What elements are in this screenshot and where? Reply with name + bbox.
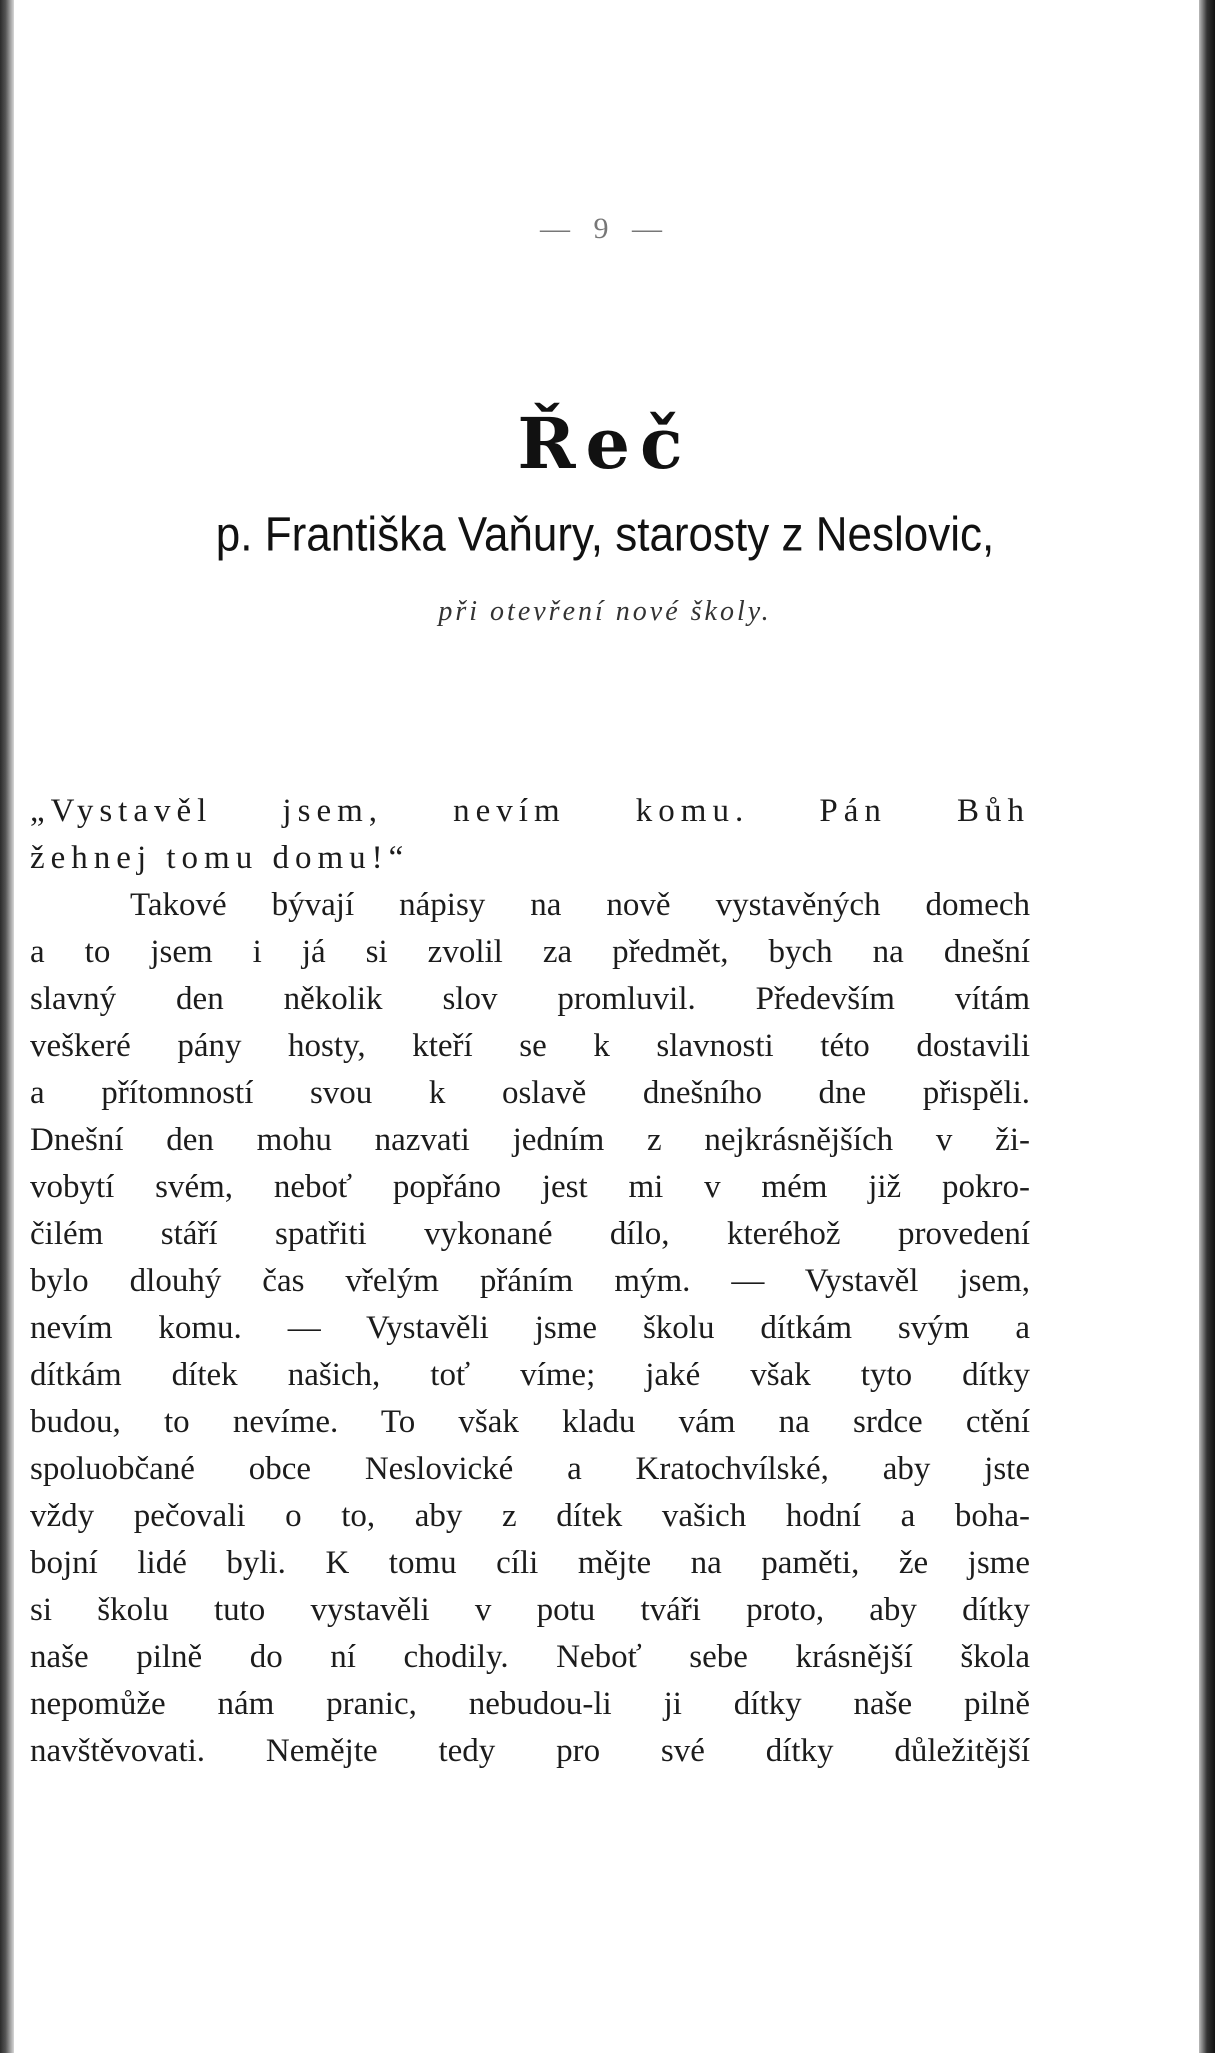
text-line: Dnešní den mohu nazvati jedním z nejkrásnějších v ži- [30, 1122, 1030, 1158]
speech-body [30, 788, 1030, 1775]
text-line: slavný den několik slov promluvil. Především vítám [30, 981, 1030, 1017]
scan-edge-right [1199, 0, 1215, 2053]
book-page [30, 0, 1180, 2053]
text-line: a to jsem i já si zvolil za předmět, bych na dnešní [30, 934, 1030, 970]
text-line: naše pilně do ní chodily. Neboť sebe krásnější škola [30, 1639, 1030, 1675]
text-line: nepomůže nám pranic, nebudou-li ji dítky naše pilně [30, 1686, 1030, 1722]
text-line: spoluobčané obce Neslovické a Kratochvílské, aby jste [30, 1451, 1030, 1487]
text-line: čilém stáří spatřiti vykonané dílo, kteréhož provedení [30, 1216, 1030, 1252]
text-line: bojní lidé byli. K tomu cíli mějte na paměti, že jsme [30, 1545, 1030, 1581]
text-line: budou, to nevíme. To však kladu vám na srdce ctění [30, 1404, 1030, 1440]
text-line: vždy pečovali o to, aby z dítek vašich hodní a boha- [30, 1498, 1030, 1534]
speech-subtitle: p. Františka Vaňury, starosty z Neslovic, [215, 507, 995, 562]
text-line: vobytí svém, neboť popřáno jest mi v mém již pokro- [30, 1169, 1030, 1205]
text-line: nevím komu. — Vystavěli jsme školu dítkám svým a [30, 1310, 1030, 1346]
text-line: si školu tuto vystavěli v potu tváři proto, aby dítky [30, 1592, 1030, 1628]
scan-edge-left [0, 0, 14, 2053]
text-line: bylo dlouhý čas vřelým přáním mým. — Vystavěl jsem, [30, 1263, 1030, 1299]
text-line: Takové bývají nápisy na nově vystavěných domech [130, 887, 1030, 923]
page-number: — 9 — [540, 212, 670, 245]
text-line: veškeré pány hosty, kteří se k slavnosti této dostavili [30, 1028, 1030, 1064]
text-line: a přítomností svou k oslavě dnešního dne přispěli. [30, 1075, 1030, 1111]
text-line: dítkám dítek našich, toť víme; jaké však tyto dítky [30, 1357, 1030, 1393]
text-line: navštěvovati. Nemějte tedy pro své dítky důležitější [30, 1733, 1030, 1769]
text-line: žehnej tomu domu!“ [30, 840, 410, 876]
speech-title: Řeč [517, 402, 693, 485]
speech-occasion: při otevření nové školy. [438, 596, 772, 627]
text-line: „Vystavěl jsem, nevím komu. Pán Bůh [30, 793, 1030, 829]
